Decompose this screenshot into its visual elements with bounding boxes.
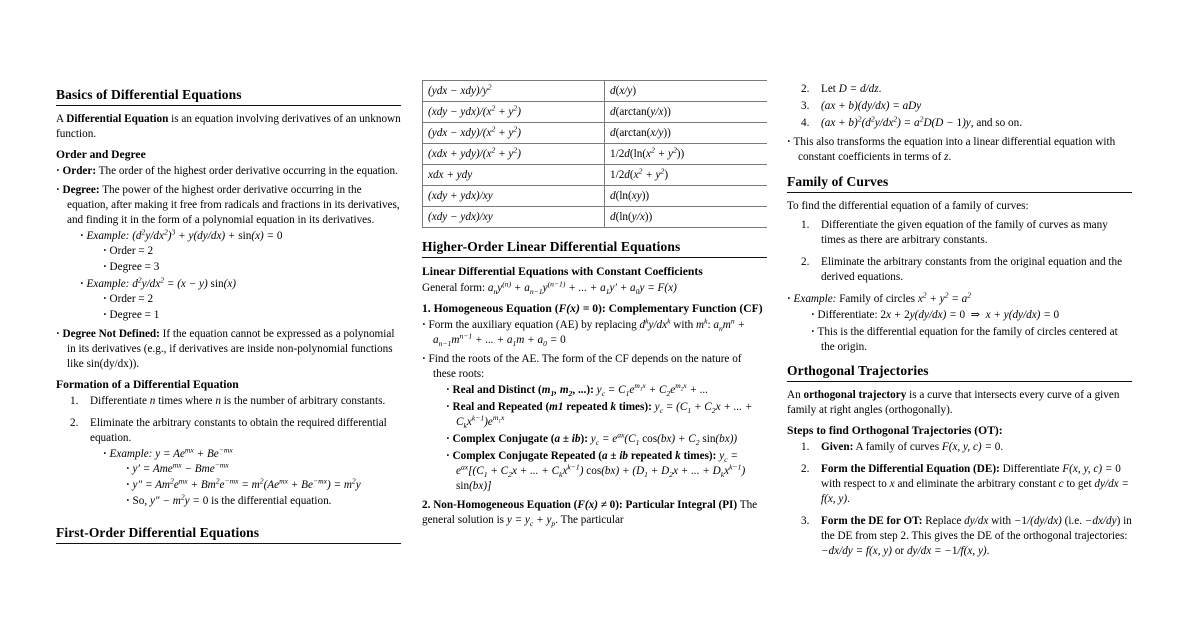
degree-nd-text: If the equation cannot be expressed as a polynomial in its derivatives (e.g., if derivatives are inside non-polynomial functions like sin(dy/dx)). [67, 328, 395, 370]
root-case-real-distinct: · Real and Distinct ($m_1$, $m_2$, ...): $y_c = C_1e^{m_1x} + C_2e^{m_2x}$ + ... [446, 383, 767, 398]
list-item-example-2 [80, 277, 401, 323]
nonhomogeneous-text: The general solution is $y = y_c + y_p$. The particular [422, 499, 758, 529]
degree-examples-list [67, 229, 401, 323]
ot-intro-post: is a curve that intersects every curve of a given family at right angles (orthogonally). [787, 389, 1120, 416]
cf-bullets-list [422, 318, 767, 494]
formation-derivative-1: · y′ = Ame$^{mx}$ − Bme$^{-mx}$ [126, 462, 401, 477]
ot-step-3: Form the DE for OT: Replace dy/dx with −1/(dy/dx) (i.e. −dx/dy) in the DE from step 2. This gives the DE of the orthogonal trajectories: −dx/dy = f(x, y) or dy/dx = −1/f(x, y). [821, 515, 1132, 557]
list-item-order [56, 164, 401, 179]
family-conclusion: · This is the differential equation for the family of circles centered at the origin. [811, 325, 1132, 355]
family-step-1: Differentiate the given equation of the family of curves as many times as there are arbitrary constants. [821, 219, 1108, 246]
ae-bullet-pre: Form the auxiliary equation (AE) by replacing [428, 319, 640, 331]
cauchy-euler-steps-list [787, 82, 1132, 131]
column-left [56, 0, 401, 626]
formation-conclusion: · So, $y'' - m^2y = 0$ is the differential equation. [126, 494, 401, 509]
table-cell-differential: d(ln(y/x)) [605, 207, 768, 228]
subheading-linear-const-coeff: Linear Differential Equations with Constant Coefficients [422, 265, 703, 278]
ot-intro-pre: An [787, 389, 804, 401]
table-cell-differential: d(ln(xy)) [605, 186, 768, 207]
example-2-degree: · Degree = 1 [103, 308, 401, 323]
family-differentiate: · Differentiate: 2x + 2y(dy/dx) = 0 ⇒ x + y(dy/dx) = 0 [811, 308, 1132, 323]
section-title-higher-order: Higher-Order Linear Differential Equations [422, 239, 681, 254]
list-item-example-1 [80, 229, 401, 275]
table-cell-differential: d(arctan(y/x)) [605, 102, 768, 123]
family-example-label: Example: [793, 293, 837, 305]
table-cell-expression: $(ydx - xdy)/y^2$ [423, 81, 605, 102]
general-form-math: $a_ny^{(n)} + a_{n-1}y^{(n-1)}$ + ... + $a_1y' + a_0y = F(x)$ [487, 279, 677, 297]
table-cell-expression: (xdy − ydx)/xy [423, 207, 605, 228]
formation-example-math: $y = Ae^{mx} + Be^{-mx}$ [155, 445, 233, 460]
table-row [423, 102, 768, 123]
subheading-ot-steps: Steps to find Orthogonal Trajectories (OT): [787, 424, 1003, 437]
formation-steps-list [56, 394, 401, 509]
order-label: Order: [62, 165, 97, 177]
cauchy-note-list [787, 135, 1132, 165]
formation-example-label: Example: [109, 448, 153, 460]
list-item-degree-not-defined [56, 327, 401, 372]
heading-rule-ot [787, 381, 1132, 382]
heading-rule-higher-order [422, 257, 767, 258]
family-differentiate-pre: Differentiate: [817, 309, 881, 321]
family-steps-list [787, 218, 1132, 285]
table-row [423, 186, 768, 207]
table-cell-differential: $1/2d(x^2 + y^2)$ [605, 165, 768, 186]
formation-derivative-2: · $y'' = Am^2e^{mx} + Bm^2e^{-mx} = m^2(Ae^{mx} + Be^{-mx}) = m^2y$ [126, 478, 401, 493]
subheading-formation: Formation of a Differential Equation [56, 378, 239, 391]
ot-intro [787, 388, 1132, 418]
root-cases-list [433, 383, 767, 494]
example-2-label: Example: [86, 278, 130, 290]
cauchy-note-bullet: · This also transforms the equation into a linear differential equation with constant coefficients in terms of z. [787, 135, 1132, 165]
degree-text: The power of the highest order derivative occurring in the equation, after making it free from radicals and fractions in its derivatives, and finding it in the form of a polynomial equation in its derivatives. [67, 184, 400, 226]
degree-nd-label: Degree Not Defined: [62, 328, 160, 340]
cauchy-item-4: $(ax + b)^2(d^2y/dx^2) = a^2D(D - 1)y$, and so on. [821, 114, 1023, 129]
list-item-degree [56, 183, 401, 323]
root-case-complex-repeated: · Complex Conjugate Repeated (a ± ib repeated k times): $y_c = e^{ax}[(C_1 + C_2x$ + ... + $C_kx^{k-1}$) $\cos(bx) + (D_1 + D_2x$ + ... + $D_kx^{k-1}$) sin(bx)] [446, 449, 767, 494]
cauchy-item-2: Let D = d/dz. [821, 83, 882, 95]
intro-post: is an equation involving derivatives of an unknown function. [56, 113, 401, 140]
root-case-complex: · Complex Conjugate (a ± ib): $y_c = e^{ax}(C_1$ $\cos(bx) + C_2$ sin(bx)) [446, 432, 767, 447]
subheading-order-degree: Order and Degree [56, 148, 146, 161]
ot-step-2: Form the Differential Equation (DE): Differentiate F(x, y, c) = 0 with respect to x and eliminate the arbitrary constant c to get dy/dx = f(x, y). [821, 463, 1129, 505]
heading-rule-first-order [56, 543, 401, 544]
general-form-label: General form: [422, 282, 486, 294]
table-row [423, 207, 768, 228]
example-1-order: · Order = 2 [103, 244, 401, 259]
cauchy-item-3: (ax + b)(dy/dx) = aDy [821, 100, 922, 112]
auxiliary-equation-bullet: · Form the auxiliary equation (AE) by replacing $d^ky/dx^k$ with $m^k$: $a_nm^n + a_{n-1}m^{n-1}$ + ... + $a_1m + a_0 = 0$ [422, 318, 767, 348]
table-row [423, 123, 768, 144]
degree-label: Degree: [62, 184, 100, 196]
order-text: The order of the highest order derivative occurring in the equation. [96, 165, 398, 177]
example-1-degree: · Degree = 3 [103, 260, 401, 275]
nonhomogeneous-paragraph [422, 498, 767, 528]
family-example-list [787, 292, 1132, 355]
exact-differentials-table [422, 80, 767, 228]
intro-paragraph [56, 112, 401, 142]
formation-derivatives-list [113, 462, 401, 509]
example-2-properties [90, 292, 401, 323]
heading-rule [56, 105, 401, 106]
formation-step-2-text: Eliminate the arbitrary constants to obtain the required differential equation. [90, 417, 387, 444]
general-form-paragraph [422, 281, 767, 296]
family-intro: To find the differential equation of a family of curves: [787, 200, 1029, 212]
section-title-first-order: First-Order Differential Equations [56, 525, 260, 540]
formation-conclusion-pre: So, [132, 495, 150, 507]
example-1-label: Example: [86, 230, 130, 242]
table-cell-expression: (xdy + ydx)/xy [423, 186, 605, 207]
table-row [423, 81, 768, 102]
table-body [423, 81, 768, 228]
family-step-2: Eliminate the arbitrary constants from the original equation and the derived equations. [821, 256, 1123, 283]
nonhomogeneous-heading: 2. Non-Homogeneous Equation (F(x) ≠ 0): Particular Integral (PI) [422, 499, 738, 511]
example-1-math: $(d^2y/dx^2)^3 + y(dy/dx) + \sin(x) = 0$ [132, 227, 283, 242]
table-cell-expression: $(xdy - ydx)/(x^2 + y^2)$ [423, 102, 605, 123]
formation-step-2 [70, 416, 401, 509]
example-2-order: · Order = 2 [103, 292, 401, 307]
formation-example [103, 447, 401, 509]
column-right [787, 0, 1132, 626]
intro-bold-term: Differential Equation [66, 113, 169, 125]
section-title-orthogonal-trajectories: Orthogonal Trajectories [787, 363, 929, 378]
section-title-basics: Basics of Differential Equations [56, 87, 242, 102]
ot-steps-list [787, 440, 1132, 559]
ot-intro-bold: orthogonal trajectory [803, 389, 907, 401]
table-cell-differential: d(x/y) [605, 81, 768, 102]
root-case-real-repeated: · Real and Repeated (m1 repeated k times): $y_c = (C_1 + C_2x$ + ... + $C_kx^{k-1})e^{m_1x}$ [446, 400, 767, 430]
heading-rule-family [787, 192, 1132, 193]
table-cell-expression: $(xdx + ydy)/(x^2 + y^2)$ [423, 144, 605, 165]
table-row [423, 165, 768, 186]
section-title-family-of-curves: Family of Curves [787, 174, 889, 189]
ae-bullet-mid: with [670, 319, 696, 331]
column-middle [422, 0, 767, 626]
table-cell-expression: xdx + ydy [423, 165, 605, 186]
example-2-math: $d^2y/dx^2 = (x - y)$ sin(x) [132, 275, 237, 290]
table-cell-expression: $(ydx - xdy)/(x^2 + y^2)$ [423, 123, 605, 144]
ot-step-3-label: Form the DE for OT: [821, 515, 923, 527]
ot-step-1-label: Given: [821, 441, 854, 453]
ot-step-1: Given: A family of curves F(x, y, c) = 0. [821, 441, 1004, 453]
table-cell-differential: d(arctan(x/y)) [605, 123, 768, 144]
formation-example-list [90, 447, 401, 509]
subheading-homogeneous: 1. Homogeneous Equation (F(x) = 0): Complementary Function (CF) [422, 302, 763, 315]
example-1-properties [90, 244, 401, 275]
intro-pre: A [56, 113, 67, 125]
table-cell-differential: $1/2d(\ln(x^2 + y^2))$ [605, 144, 768, 165]
family-example: · Example: Family of circles $x^2 + y^2 = a^2$ · Differentiate: 2x + 2y(dy/dx) = 0 ⇒ x + y(dy/dx) = 0 · This is the differential equation for the family of circles centered at the origin. [787, 292, 1132, 355]
table-row [423, 144, 768, 165]
order-degree-list [56, 164, 401, 372]
ot-step-2-label: Form the Differential Equation (DE): [821, 463, 1000, 475]
roots-bullet [422, 352, 767, 494]
formation-conclusion-post: is the differential equation. [208, 495, 332, 507]
family-example-sublist [798, 308, 1132, 355]
roots-bullet-text: Find the roots of the AE. The form of the CF depends on the nature of these roots: [428, 353, 742, 380]
formation-step-1: Differentiate n times where n is the number of arbitrary constants. [90, 395, 386, 407]
